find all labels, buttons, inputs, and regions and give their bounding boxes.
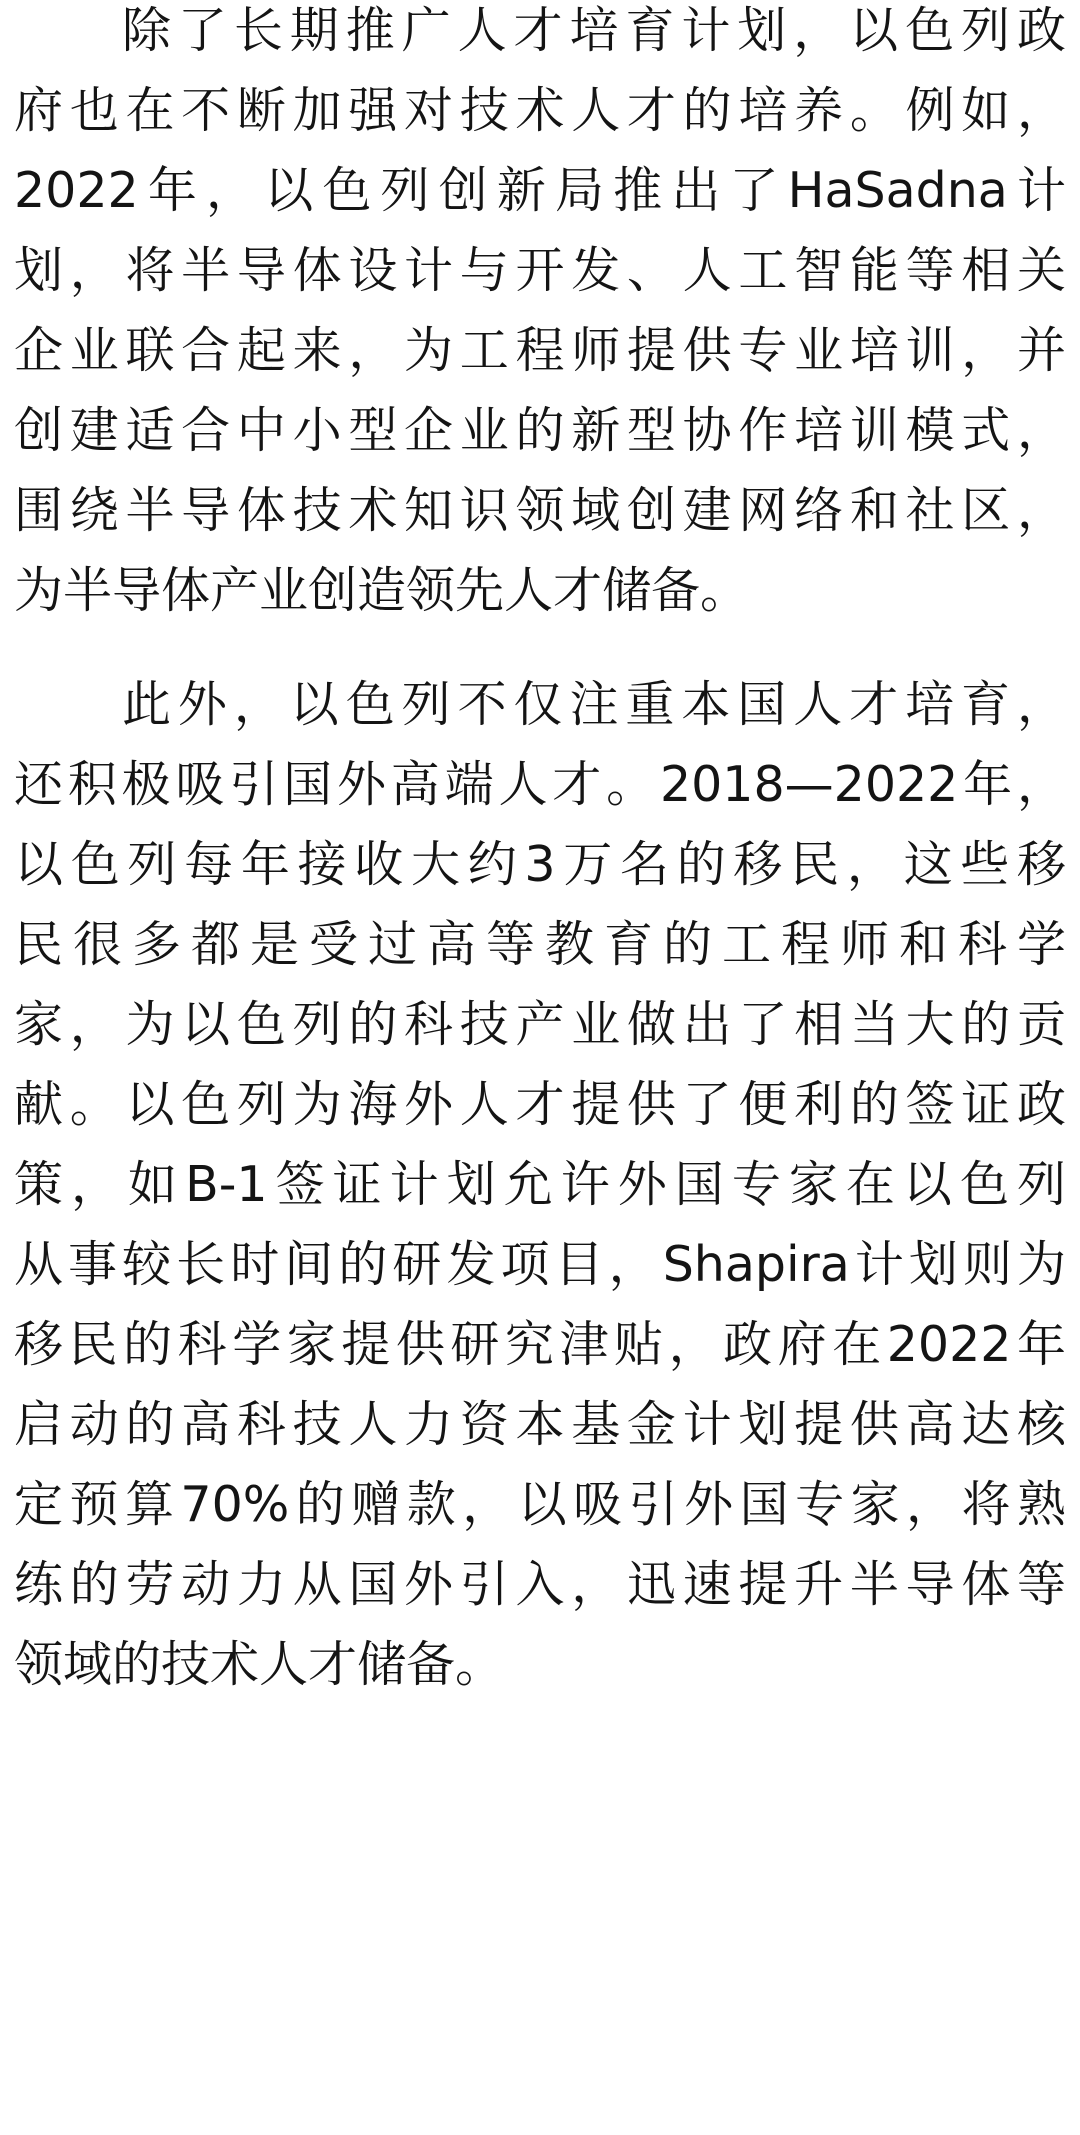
text-line: 定预算70%的赠款，以吸引外国专家，将熟	[14, 1476, 1066, 1533]
text-line: 除了长期推广人才培育计划，以色列政	[122, 2, 1066, 59]
text-line: 此外，以色列不仅注重本国人才培育，	[122, 676, 1066, 733]
text-line: 家，为以色列的科技产业做出了相当大的贡	[14, 996, 1066, 1053]
text-line: 创建适合中小型企业的新型协作培训模式，	[14, 402, 1066, 459]
text-line: 启动的高科技人力资本基金计划提供高达核	[14, 1396, 1066, 1453]
text-line: 从事较长时间的研发项目，Shapira计划则为	[14, 1236, 1066, 1293]
text-line: 献。以色列为海外人才提供了便利的签证政	[14, 1076, 1066, 1133]
text-line: 划，将半导体设计与开发、人工智能等相关	[14, 242, 1066, 299]
text-line: 企业联合起来，为工程师提供专业培训，并	[14, 322, 1066, 379]
text-line: 围绕半导体技术知识领域创建网络和社区，	[14, 482, 1066, 539]
text-line: 为半导体产业创造领先人才储备。	[14, 562, 750, 619]
text-line: 练的劳动力从国外引入，迅速提升半导体等	[14, 1556, 1066, 1613]
text-line: 以色列每年接收大约3万名的移民，这些移	[14, 836, 1066, 893]
text-line: 还积极吸引国外高端人才。2018—2022年，	[14, 756, 1066, 813]
text-line: 领域的技术人才储备。	[14, 1636, 505, 1693]
text-line: 移民的科学家提供研究津贴，政府在2022年	[14, 1316, 1066, 1373]
text-line: 府也在不断加强对技术人才的培养。例如，	[14, 82, 1066, 139]
text-line: 2022年，以色列创新局推出了HaSadna计	[14, 162, 1066, 219]
text-line: 策，如B-1签证计划允许外国专家在以色列	[14, 1156, 1066, 1213]
text-line: 民很多都是受过高等教育的工程师和科学	[14, 916, 1066, 973]
